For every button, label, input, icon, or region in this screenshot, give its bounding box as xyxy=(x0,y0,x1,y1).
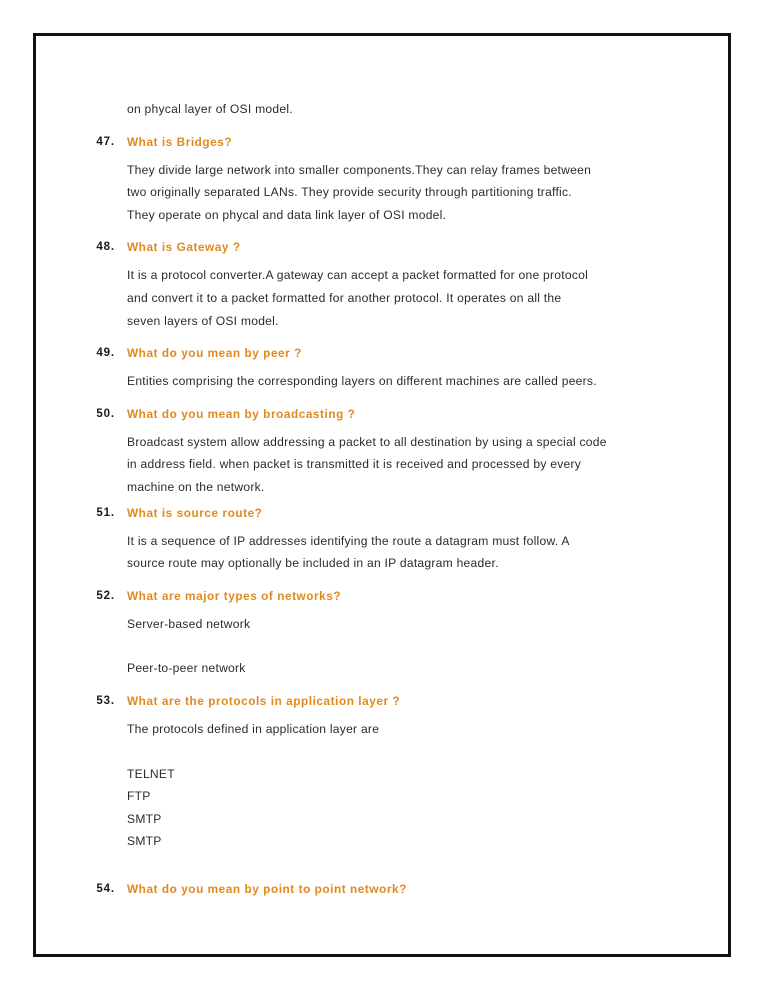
answer-block-50 xyxy=(36,431,734,499)
answer-line: and convert it to a packet formatted for another protocol. It operates on all the xyxy=(127,290,562,305)
protocol-item-telnet: TELNET xyxy=(127,766,175,781)
answer-line: It is a sequence of IP addresses identifying the route a datagram must follow. A xyxy=(127,533,570,548)
blank-line-spacer xyxy=(36,635,734,657)
spacer xyxy=(36,680,734,690)
answer-line: seven layers of OSI model. xyxy=(127,313,279,328)
question-heading-53: What are the protocols in application layer ? xyxy=(127,693,401,708)
spacer xyxy=(36,121,734,131)
question-number-53: 53. xyxy=(96,694,115,707)
question-heading-52: What are major types of networks? xyxy=(127,588,342,603)
question-heading-54: What do you mean by point to point network? xyxy=(127,881,407,896)
answer-line: Server-based network xyxy=(127,616,251,631)
question-block-54 xyxy=(36,878,734,900)
answer-block-49 xyxy=(36,370,734,393)
network-type-item: Peer-to-peer network xyxy=(127,661,246,676)
question-block-47 xyxy=(36,131,734,153)
answer-block-48 xyxy=(36,264,734,332)
lead-continuation-line: on phycal layer of OSI model. xyxy=(127,102,293,116)
answer-block-47 xyxy=(36,159,734,227)
question-number-51: 51. xyxy=(96,506,115,519)
protocol-item-smtp-1: SMTP xyxy=(127,811,162,826)
protocol-item-smtp-2: SMTP xyxy=(127,834,162,849)
question-heading-47: What is Bridges? xyxy=(127,134,233,149)
blank-line-spacer xyxy=(36,741,734,763)
question-block-53 xyxy=(36,690,734,712)
answer-line: in address field. when packet is transmitted it is received and processed by every xyxy=(127,457,582,472)
answer-block-51 xyxy=(36,530,734,575)
question-heading-50: What do you mean by broadcasting ? xyxy=(127,406,356,421)
spacer xyxy=(36,393,734,403)
answer-line: The protocols defined in application layer are xyxy=(127,721,380,736)
question-number-50: 50. xyxy=(96,407,115,420)
question-number-52: 52. xyxy=(96,589,115,602)
spacer xyxy=(36,332,734,342)
answer-line: They divide large network into smaller components.They can relay frames between xyxy=(127,162,592,177)
question-number-54: 54. xyxy=(96,882,115,895)
question-heading-49: What do you mean by peer ? xyxy=(127,346,302,361)
question-number-47: 47. xyxy=(96,135,115,148)
question-number-49: 49. xyxy=(96,347,115,360)
answer-block-53 xyxy=(36,718,734,741)
answer-line: two originally separated LANs. They provide security through partitioning traffic. xyxy=(127,185,572,200)
answer-line: source route may optionally be included in an IP datagram header. xyxy=(127,556,499,571)
question-block-51 xyxy=(36,502,734,524)
spacer xyxy=(36,575,734,585)
question-heading-51: What is source route? xyxy=(127,505,263,520)
blank-line-spacer xyxy=(36,853,734,875)
protocol-item-ftp: FTP xyxy=(127,789,151,804)
answer-block-52 xyxy=(36,613,734,636)
answer-line: Broadcast system allow addressing a packet to all destination by using a special code xyxy=(127,434,607,449)
answer-line: They operate on phycal and data link layer of OSI model. xyxy=(127,207,447,222)
question-heading-48: What is Gateway ? xyxy=(127,240,241,255)
page-content xyxy=(36,36,734,900)
question-number-48: 48. xyxy=(96,241,115,254)
answer-line: It is a protocol converter.A gateway can accept a packet formatted for one protocol xyxy=(127,268,589,283)
question-block-48 xyxy=(36,236,734,258)
answer-line: machine on the network. xyxy=(127,479,265,494)
answer-line: Entities comprising the corresponding layers on different machines are called peers. xyxy=(127,374,597,389)
question-block-50 xyxy=(36,403,734,425)
question-block-49 xyxy=(36,342,734,364)
spacer xyxy=(36,226,734,236)
question-block-52 xyxy=(36,585,734,607)
page-border-frame xyxy=(33,33,731,957)
